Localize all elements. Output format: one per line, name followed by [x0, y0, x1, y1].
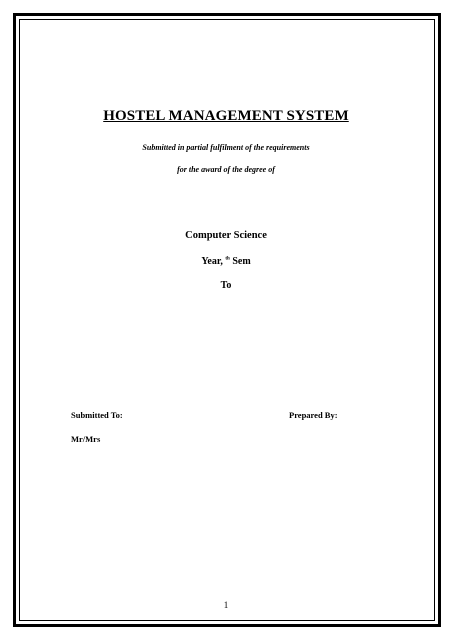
year-semester-line	[0, 256, 452, 267]
page-number: 1	[223, 600, 229, 610]
prepared-by-label: Prepared By:	[289, 410, 338, 420]
semester-suffix: Sem	[232, 256, 251, 267]
ordinal-superscript: th	[225, 256, 230, 262]
recipient-name: Mr/Mrs	[71, 434, 101, 444]
year-prefix: Year,	[201, 256, 223, 267]
department-name: Computer Science	[185, 230, 267, 241]
subtitle-line-2: for the award of the degree of	[177, 165, 275, 174]
document-title: HOSTEL MANAGEMENT SYSTEM	[103, 108, 349, 124]
subtitle-line-1: Submitted in partial fulfilment of the requirements	[142, 143, 310, 152]
submitted-to-label: Submitted To:	[71, 410, 123, 420]
to-line: To	[220, 280, 232, 291]
